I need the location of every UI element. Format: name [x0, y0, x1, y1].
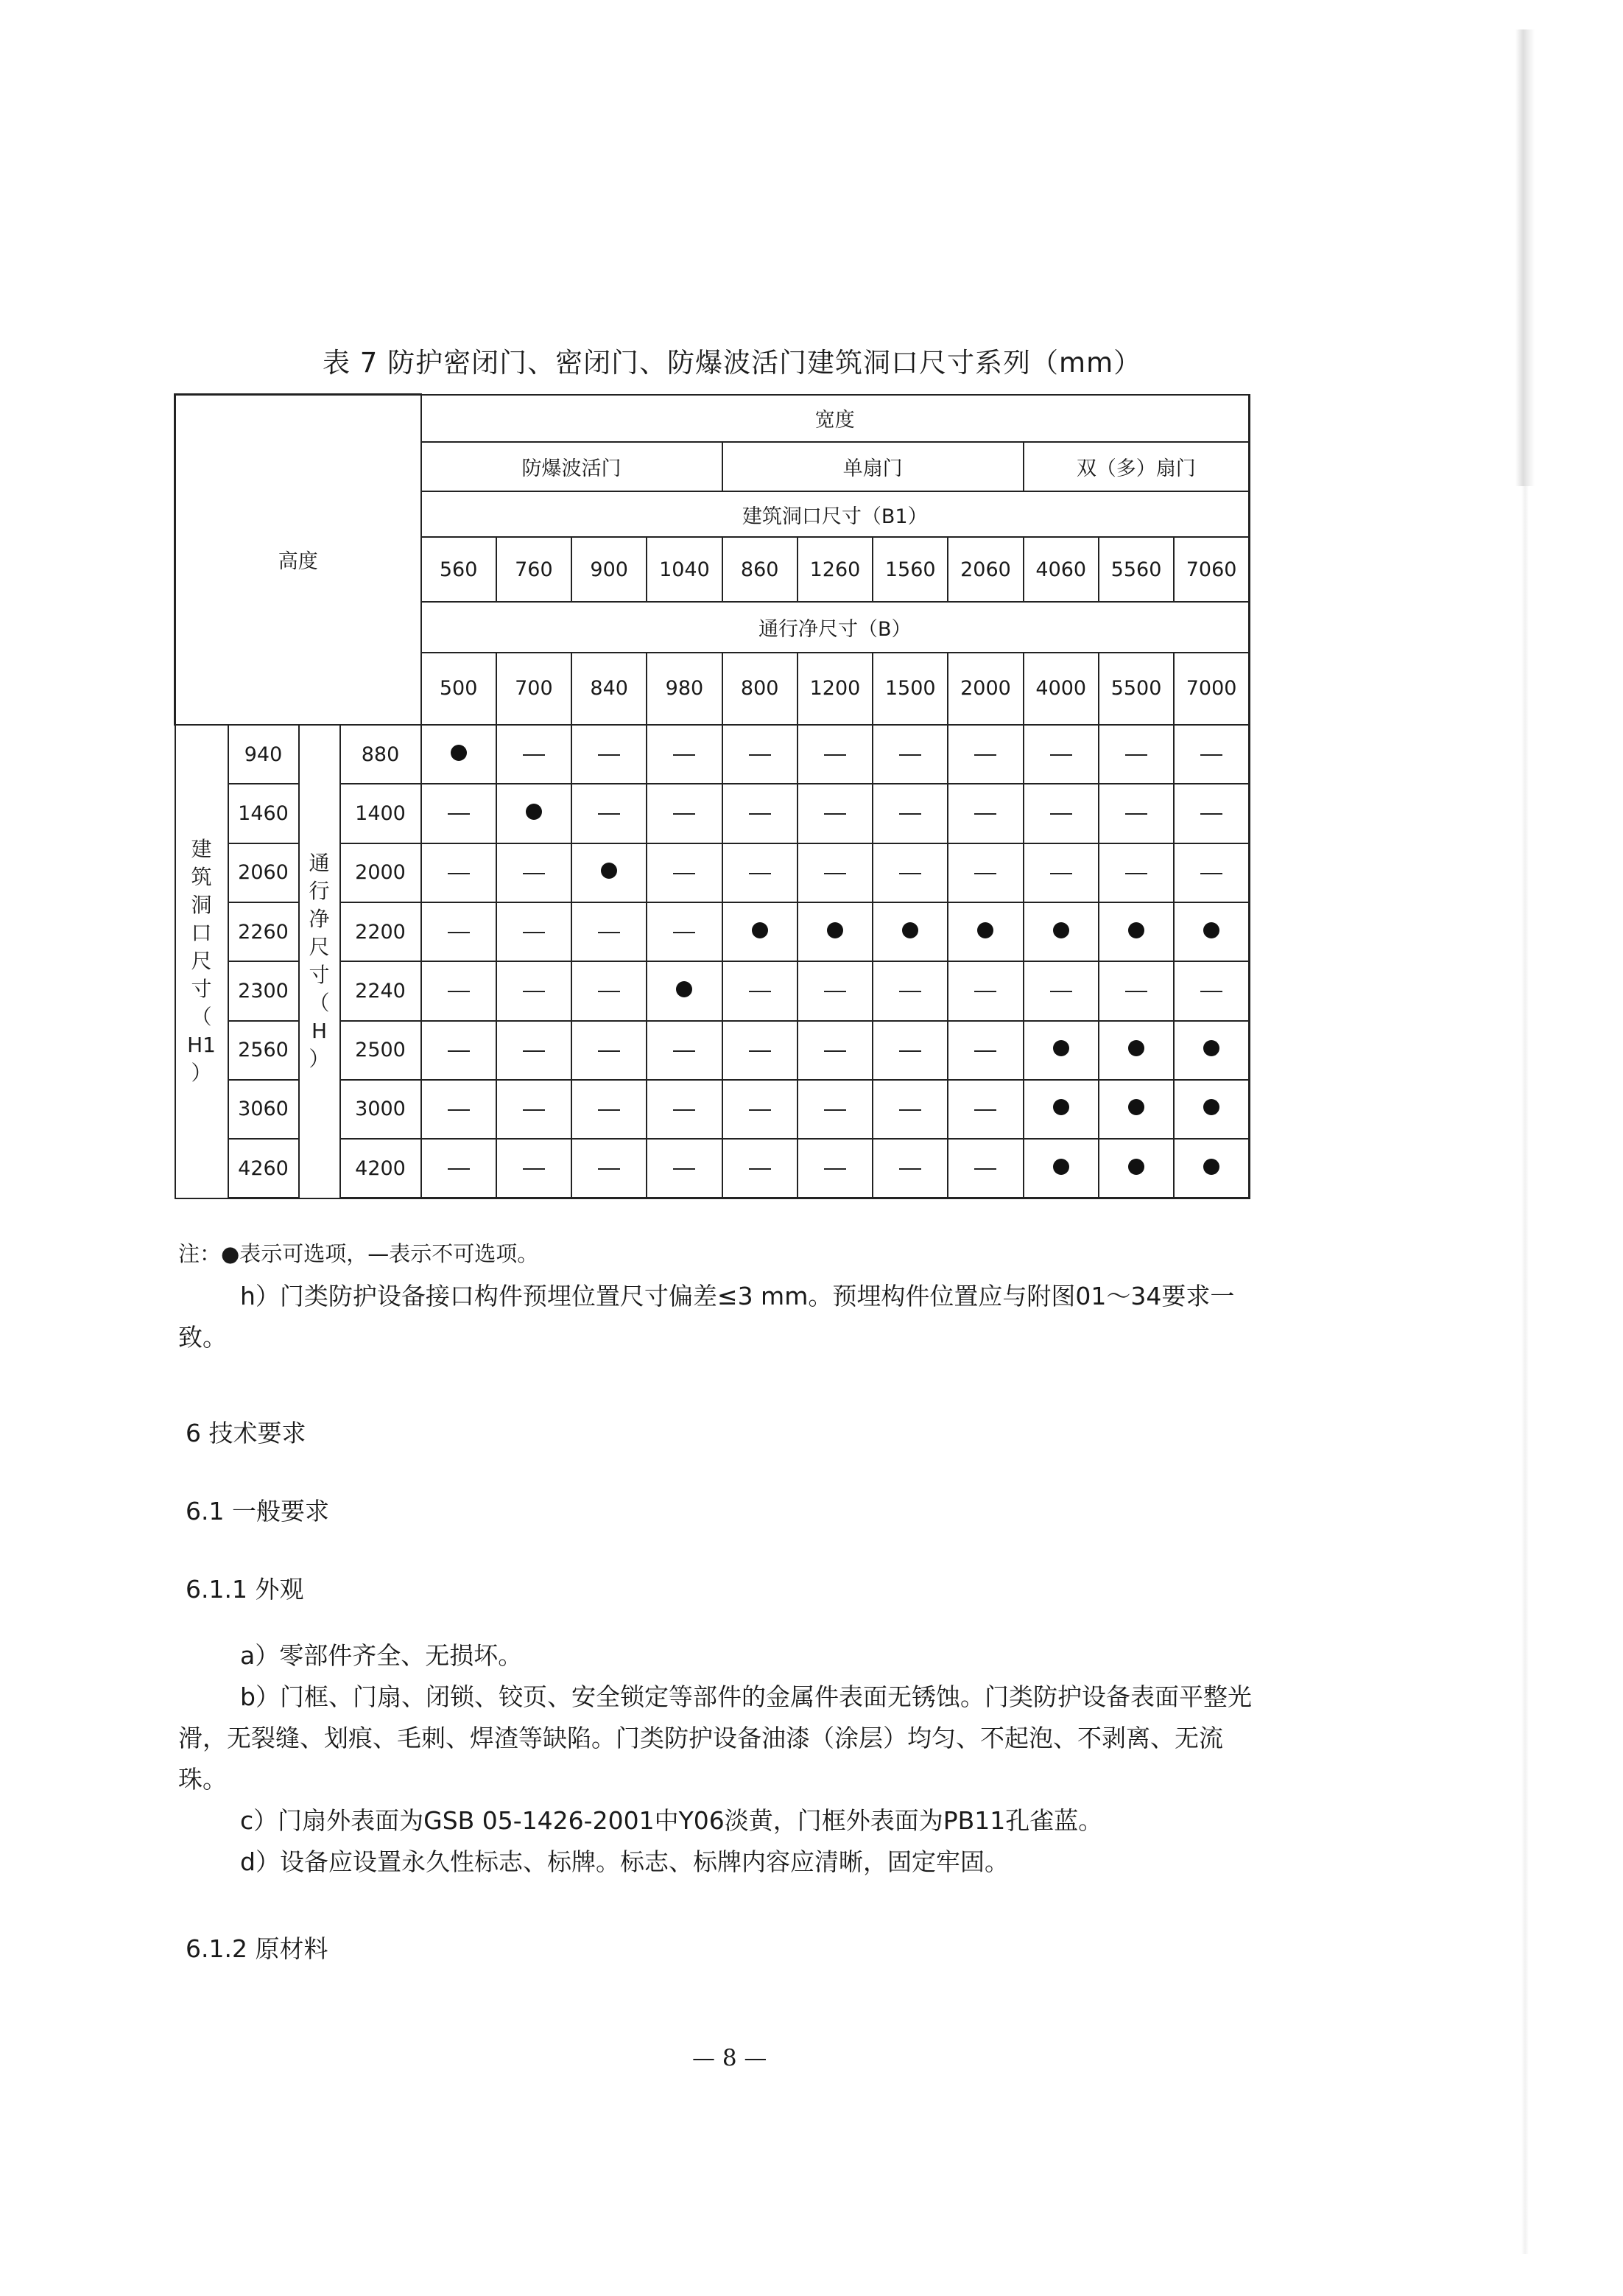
dash-icon — [1050, 873, 1072, 874]
option-cell-unavailable — [1024, 843, 1099, 902]
option-cell-unavailable — [647, 1080, 722, 1139]
h-value-cell: 1400 — [340, 784, 421, 843]
option-cell-unavailable — [647, 902, 722, 961]
dash-icon — [824, 1168, 846, 1170]
filled-dot-icon — [1053, 1099, 1069, 1115]
option-cell-unavailable — [496, 961, 571, 1020]
dash-icon — [824, 813, 846, 815]
b1-value-cell: 5560 — [1099, 537, 1174, 602]
dash-icon — [749, 991, 771, 992]
h1-value-cell: 940 — [228, 725, 299, 784]
dash-icon — [824, 991, 846, 992]
option-cell-unavailable — [948, 843, 1023, 902]
dash-icon — [749, 873, 771, 874]
h-value-cell: 2500 — [340, 1021, 421, 1080]
filled-dot-icon — [1128, 922, 1144, 938]
label-char: （ — [191, 1005, 212, 1030]
label-char: H — [311, 1019, 328, 1044]
option-cell-unavailable — [873, 1139, 948, 1198]
dash-icon — [824, 1050, 846, 1052]
option-cell-unavailable — [1174, 784, 1249, 843]
option-cell-unavailable — [948, 1080, 1023, 1139]
label-char: H1 — [187, 1033, 216, 1058]
h-value-cell: 2200 — [340, 902, 421, 961]
option-cell-unavailable — [1099, 961, 1174, 1020]
option-cell-unavailable — [948, 961, 1023, 1020]
dash-icon — [824, 754, 846, 756]
dash-icon — [523, 754, 545, 756]
b1-value-cell: 1040 — [647, 537, 722, 602]
filled-dot-icon — [902, 922, 918, 938]
label-char: ） — [309, 1047, 330, 1072]
option-cell-unavailable — [798, 961, 873, 1020]
h1-value-cell: 1460 — [228, 784, 299, 843]
list-item: a）零部件齐全、无损坏。 — [240, 1641, 523, 1670]
group-header: 单扇门 — [722, 442, 1024, 491]
option-cell-unavailable — [722, 1080, 798, 1139]
option-cell-selectable — [1099, 1139, 1174, 1198]
height-header: 高度 — [175, 395, 421, 725]
group-header: 双（多）扇门 — [1024, 442, 1250, 491]
dash-icon — [749, 813, 771, 815]
dash-icon — [1200, 754, 1222, 756]
option-cell-selectable — [1174, 1139, 1249, 1198]
option-cell-selectable — [1099, 902, 1174, 961]
label-char: 口 — [191, 921, 212, 946]
option-cell-unavailable — [948, 1139, 1023, 1198]
option-cell-selectable — [948, 902, 1023, 961]
dash-icon — [673, 1168, 695, 1170]
option-cell-unavailable — [722, 1021, 798, 1080]
dash-icon — [598, 754, 620, 756]
option-cell-unavailable — [948, 725, 1023, 784]
option-cell-selectable — [1174, 1080, 1249, 1139]
option-cell-selectable — [421, 725, 496, 784]
option-cell-unavailable — [722, 1139, 798, 1198]
h1-vertical-label — [175, 725, 228, 1198]
label-char: 净 — [309, 907, 330, 932]
filled-dot-icon — [451, 745, 467, 761]
b1-value-cell: 1260 — [798, 537, 873, 602]
option-cell-selectable — [1024, 1021, 1099, 1080]
option-cell-unavailable — [873, 784, 948, 843]
dash-icon — [974, 1109, 996, 1111]
label-char: 通 — [309, 851, 330, 876]
filled-dot-icon — [1128, 1159, 1144, 1175]
b-value-cell: 840 — [571, 653, 647, 725]
scan-edge-shadow — [1521, 486, 1529, 2254]
option-cell-selectable — [496, 784, 571, 843]
table-note: 注：●表示可选项，—表示不可选项。 — [178, 1241, 539, 1266]
b-header: 通行净尺寸（B） — [421, 602, 1250, 653]
b1-value-cell: 7060 — [1174, 537, 1249, 602]
section-heading: 6.1 一般要求 — [186, 1497, 329, 1526]
option-cell-selectable — [647, 961, 722, 1020]
b1-value-cell: 4060 — [1024, 537, 1099, 602]
option-cell-selectable — [1174, 902, 1249, 961]
option-cell-unavailable — [798, 784, 873, 843]
option-cell-selectable — [1099, 1021, 1174, 1080]
option-cell-selectable — [873, 902, 948, 961]
dash-icon — [899, 754, 921, 756]
label-char: 尺 — [191, 949, 212, 974]
label-char: 寸 — [309, 963, 330, 988]
option-cell-unavailable — [1099, 843, 1174, 902]
option-cell-unavailable — [722, 843, 798, 902]
b1-value-cell: 1560 — [873, 537, 948, 602]
size-series-table — [174, 393, 1250, 1199]
label-char: 尺 — [309, 935, 330, 960]
dash-icon — [1125, 813, 1147, 815]
dash-icon — [448, 813, 470, 815]
dash-icon — [448, 1168, 470, 1170]
dash-icon — [974, 873, 996, 874]
option-cell-unavailable — [647, 784, 722, 843]
width-header: 宽度 — [421, 395, 1250, 443]
filled-dot-icon — [977, 922, 993, 938]
page-number: — 8 — — [692, 2045, 767, 2071]
dash-icon — [1050, 813, 1072, 815]
dash-icon — [1050, 991, 1072, 992]
dash-icon — [749, 1050, 771, 1052]
label-char: 洞 — [191, 893, 212, 918]
filled-dot-icon — [526, 804, 542, 820]
h-vertical-label — [299, 725, 340, 1198]
dash-icon — [1200, 873, 1222, 874]
h-value-cell: 2000 — [340, 843, 421, 902]
filled-dot-icon — [1203, 922, 1219, 938]
b-value-cell: 5500 — [1099, 653, 1174, 725]
b-value-cell: 4000 — [1024, 653, 1099, 725]
option-cell-unavailable — [571, 1080, 647, 1139]
dash-icon — [448, 1109, 470, 1111]
dash-icon — [598, 1109, 620, 1111]
option-cell-unavailable — [421, 902, 496, 961]
option-cell-unavailable — [571, 725, 647, 784]
section-heading: 6.1.1 外观 — [186, 1575, 304, 1604]
dash-icon — [673, 754, 695, 756]
dash-icon — [1200, 813, 1222, 815]
b1-value-cell: 2060 — [948, 537, 1023, 602]
dash-icon — [523, 873, 545, 874]
dash-icon — [448, 932, 470, 933]
option-cell-unavailable — [421, 1021, 496, 1080]
filled-dot-icon — [752, 922, 768, 938]
option-cell-unavailable — [1174, 725, 1249, 784]
option-cell-unavailable — [571, 1139, 647, 1198]
list-item: b）门框、门扇、闭锁、铰页、安全锁定等部件的金属件表面无锈蚀。门类防护设备表面平整光滑，无裂缝、划痕、毛刺、焊渣等缺陷。门类防护设备油漆（涂层）均匀、不起泡、不剥离、无流珠。 — [178, 1682, 1252, 1794]
dash-icon — [598, 932, 620, 933]
option-cell-unavailable — [421, 843, 496, 902]
option-cell-unavailable — [798, 1139, 873, 1198]
dash-icon — [598, 1168, 620, 1170]
option-cell-unavailable — [798, 843, 873, 902]
option-cell-unavailable — [571, 961, 647, 1020]
dash-icon — [673, 813, 695, 815]
b1-value-cell: 760 — [496, 537, 571, 602]
label-char: 寸 — [191, 977, 212, 1002]
dash-icon — [824, 1109, 846, 1111]
option-cell-unavailable — [1174, 843, 1249, 902]
option-cell-unavailable — [421, 1139, 496, 1198]
option-cell-unavailable — [496, 725, 571, 784]
option-cell-unavailable — [722, 784, 798, 843]
dash-icon — [899, 1109, 921, 1111]
dash-icon — [448, 991, 470, 992]
dash-icon — [1125, 991, 1147, 992]
h1-value-cell: 4260 — [228, 1139, 299, 1198]
h-value-cell: 3000 — [340, 1080, 421, 1139]
h1-value-cell: 3060 — [228, 1080, 299, 1139]
b-value-cell: 1200 — [798, 653, 873, 725]
filled-dot-icon — [1203, 1040, 1219, 1056]
option-cell-unavailable — [496, 1021, 571, 1080]
label-char: 建 — [191, 837, 212, 862]
option-cell-selectable — [722, 902, 798, 961]
dash-icon — [974, 754, 996, 756]
option-cell-unavailable — [873, 1080, 948, 1139]
option-cell-selectable — [1174, 1021, 1249, 1080]
b-value-cell: 980 — [647, 653, 722, 725]
option-cell-unavailable — [1099, 784, 1174, 843]
b-value-cell: 800 — [722, 653, 798, 725]
option-cell-unavailable — [571, 784, 647, 843]
dash-icon — [523, 1109, 545, 1111]
table-caption: 表 7 防护密闭门、密闭门、防爆波活门建筑洞口尺寸系列（mm） — [323, 347, 1142, 379]
dash-icon — [523, 932, 545, 933]
dash-icon — [749, 754, 771, 756]
dash-icon — [598, 813, 620, 815]
h1-value-cell: 2560 — [228, 1021, 299, 1080]
b-value-cell: 500 — [421, 653, 496, 725]
dash-icon — [1050, 754, 1072, 756]
h-value-cell: 4200 — [340, 1139, 421, 1198]
h1-value-cell: 2060 — [228, 843, 299, 902]
dash-icon — [824, 873, 846, 874]
option-cell-unavailable — [722, 961, 798, 1020]
dash-icon — [899, 873, 921, 874]
b1-value-cell: 860 — [722, 537, 798, 602]
option-cell-unavailable — [496, 1139, 571, 1198]
group-header: 防爆波活门 — [421, 442, 722, 491]
dash-icon — [523, 1168, 545, 1170]
filled-dot-icon — [676, 981, 692, 997]
filled-dot-icon — [1053, 922, 1069, 938]
option-cell-unavailable — [873, 1021, 948, 1080]
option-cell-unavailable — [571, 1021, 647, 1080]
dash-icon — [974, 991, 996, 992]
list-item: d）设备应设置永久性标志、标牌。标志、标牌内容应清晰，固定牢固。 — [240, 1847, 1009, 1876]
b1-value-cell: 560 — [421, 537, 496, 602]
dash-icon — [749, 1168, 771, 1170]
option-cell-selectable — [1099, 1080, 1174, 1139]
b1-header: 建筑洞口尺寸（B1） — [421, 491, 1250, 538]
filled-dot-icon — [1053, 1040, 1069, 1056]
dash-icon — [1200, 991, 1222, 992]
option-cell-selectable — [798, 902, 873, 961]
dash-icon — [448, 1050, 470, 1052]
dash-icon — [899, 991, 921, 992]
option-cell-unavailable — [647, 1139, 722, 1198]
dash-icon — [899, 1050, 921, 1052]
dash-icon — [673, 932, 695, 933]
option-cell-selectable — [1024, 1080, 1099, 1139]
option-cell-unavailable — [948, 784, 1023, 843]
h-value-cell: 2240 — [340, 961, 421, 1020]
option-cell-unavailable — [1024, 784, 1099, 843]
option-cell-unavailable — [421, 961, 496, 1020]
option-cell-unavailable — [1024, 961, 1099, 1020]
dash-icon — [974, 813, 996, 815]
option-cell-unavailable — [722, 725, 798, 784]
option-cell-unavailable — [647, 1021, 722, 1080]
dash-icon — [673, 1050, 695, 1052]
dash-icon — [523, 991, 545, 992]
list-item: c）门扇外表面为GSB 05-1426-2001中Y06淡黄，门框外表面为PB11孔雀蓝。 — [240, 1806, 1103, 1835]
h-value-cell: 880 — [340, 725, 421, 784]
option-cell-unavailable — [873, 843, 948, 902]
option-cell-unavailable — [1024, 725, 1099, 784]
filled-dot-icon — [1203, 1099, 1219, 1115]
option-cell-selectable — [571, 843, 647, 902]
dash-icon — [673, 873, 695, 874]
option-cell-unavailable — [873, 725, 948, 784]
option-cell-unavailable — [496, 902, 571, 961]
option-cell-unavailable — [1174, 961, 1249, 1020]
dash-icon — [448, 873, 470, 874]
option-cell-unavailable — [421, 1080, 496, 1139]
b-value-cell: 2000 — [948, 653, 1023, 725]
b-value-cell: 700 — [496, 653, 571, 725]
section-heading: 6 技术要求 — [186, 1419, 306, 1447]
option-cell-unavailable — [948, 1021, 1023, 1080]
b-value-cell: 1500 — [873, 653, 948, 725]
dash-icon — [749, 1109, 771, 1111]
label-char: ） — [191, 1061, 212, 1086]
filled-dot-icon — [601, 863, 617, 879]
option-cell-unavailable — [496, 843, 571, 902]
filled-dot-icon — [1053, 1159, 1069, 1175]
dash-icon — [598, 1050, 620, 1052]
filled-dot-icon — [1203, 1159, 1219, 1175]
option-cell-unavailable — [798, 725, 873, 784]
h1-value-cell: 2300 — [228, 961, 299, 1020]
label-char: 行 — [309, 879, 330, 904]
option-cell-selectable — [1024, 1139, 1099, 1198]
dash-icon — [899, 813, 921, 815]
option-cell-unavailable — [1099, 725, 1174, 784]
dash-icon — [974, 1168, 996, 1170]
option-cell-unavailable — [496, 1080, 571, 1139]
filled-dot-icon — [1128, 1099, 1144, 1115]
paragraph-h: h）门类防护设备接口构件预埋位置尺寸偏差≤3 mm。预埋构件位置应与附图01～34要求一致。 — [178, 1282, 1235, 1352]
option-cell-unavailable — [571, 902, 647, 961]
option-cell-unavailable — [647, 843, 722, 902]
option-cell-unavailable — [798, 1080, 873, 1139]
dash-icon — [1125, 873, 1147, 874]
scan-edge-shadow — [1515, 29, 1535, 486]
b1-value-cell: 900 — [571, 537, 647, 602]
filled-dot-icon — [827, 922, 843, 938]
option-cell-unavailable — [798, 1021, 873, 1080]
dash-icon — [899, 1168, 921, 1170]
label-char: （ — [309, 991, 330, 1016]
dash-icon — [673, 1109, 695, 1111]
filled-dot-icon — [1128, 1040, 1144, 1056]
dash-icon — [974, 1050, 996, 1052]
dash-icon — [598, 991, 620, 992]
table-row — [175, 725, 1250, 784]
option-cell-selectable — [1024, 902, 1099, 961]
b-value-cell: 7000 — [1174, 653, 1249, 725]
section-heading: 6.1.2 原材料 — [186, 1934, 328, 1963]
h1-value-cell: 2260 — [228, 902, 299, 961]
option-cell-unavailable — [647, 725, 722, 784]
dash-icon — [1125, 754, 1147, 756]
option-cell-unavailable — [873, 961, 948, 1020]
dash-icon — [523, 1050, 545, 1052]
option-cell-unavailable — [421, 784, 496, 843]
label-char: 筑 — [191, 865, 212, 890]
